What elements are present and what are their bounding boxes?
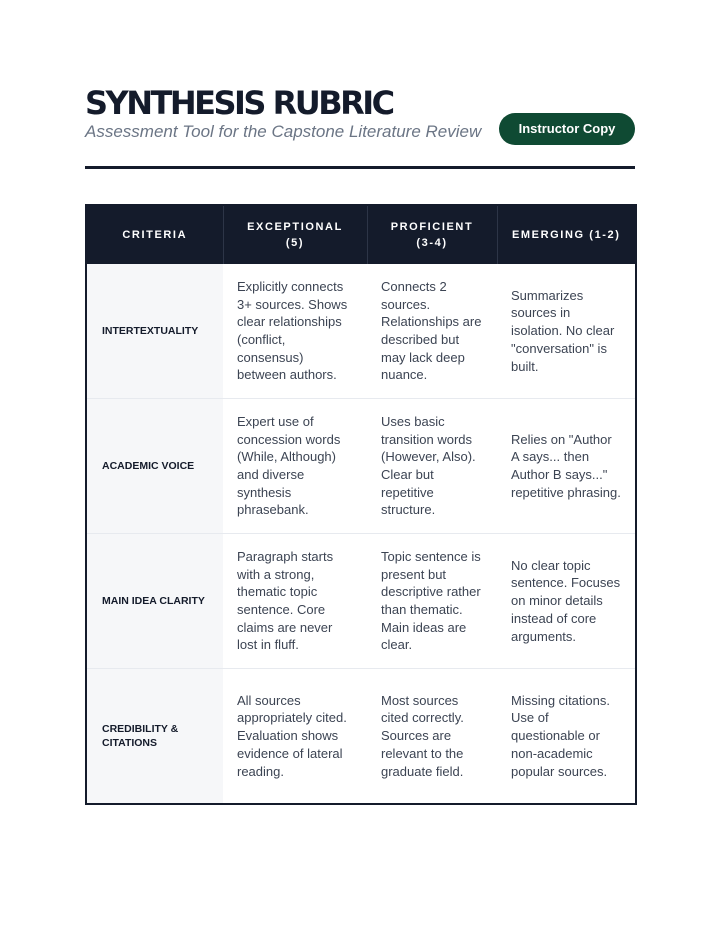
criteria-cell: MAIN IDEA CLARITY [86,534,223,669]
column-header-criteria: CRITERIA [86,205,223,264]
table-header-row [86,205,636,264]
proficient-cell: Connects 2 sources. Relationships are described but may lack deep nuance. [381,278,482,383]
table-row [86,669,636,805]
instructor-copy-badge: Instructor Copy [499,113,635,145]
exceptional-cell: Expert use of concession words (While, Although) and diverse synthesis phrasebank. [223,399,367,534]
table-row [86,264,636,399]
emerging-cell: Summarizes sources in isolation. No clear "conversation" is built. [511,287,615,374]
criteria-cell: ACADEMIC VOICE [86,399,223,534]
proficient-cell: Uses basic transition words (However, Also). Clear but repetitive structure. [367,399,497,534]
rubric-table [85,204,637,805]
proficient-cell: Topic sentence is present but descriptive rather than thematic. Main ideas are clear. [367,534,497,669]
criteria-cell: INTERTEXTUALITY [86,264,223,399]
emerging-cell: Missing citations. Use of questionable or non-academic popular sources. [497,669,636,805]
column-header-emerging: EMERGING (1-2) [497,205,636,264]
page-title: SYNTHESIS RUBRIC [85,84,393,122]
table-row [86,534,636,669]
page-subtitle: Assessment Tool for the Capstone Literature Review [85,122,482,141]
proficient-cell: Most sources cited correctly. Sources are relevant to the graduate field. [367,669,497,805]
exceptional-cell: Explicitly connects 3+ sources. Shows clear relationships (conflict, consensus) between authors. [237,278,348,383]
column-header-proficient: PROFICIENT (3-4) [367,205,497,264]
table-row [86,399,636,534]
column-header-exceptional: EXCEPTIONAL (5) [223,205,367,264]
criteria-cell: CREDIBILITY & CITATIONS [86,669,223,805]
emerging-cell: No clear topic sentence. Focuses on minor details instead of core arguments. [497,534,636,669]
header-divider [85,166,635,169]
exceptional-cell: Paragraph starts with a strong, thematic topic sentence. Core claims are never lost in fluff. [223,534,367,669]
emerging-cell: Relies on "Author A says... then Author B says..." repetitive phrasing. [497,399,636,534]
exceptional-cell: All sources appropriately cited. Evaluation shows evidence of lateral reading. [223,669,367,805]
